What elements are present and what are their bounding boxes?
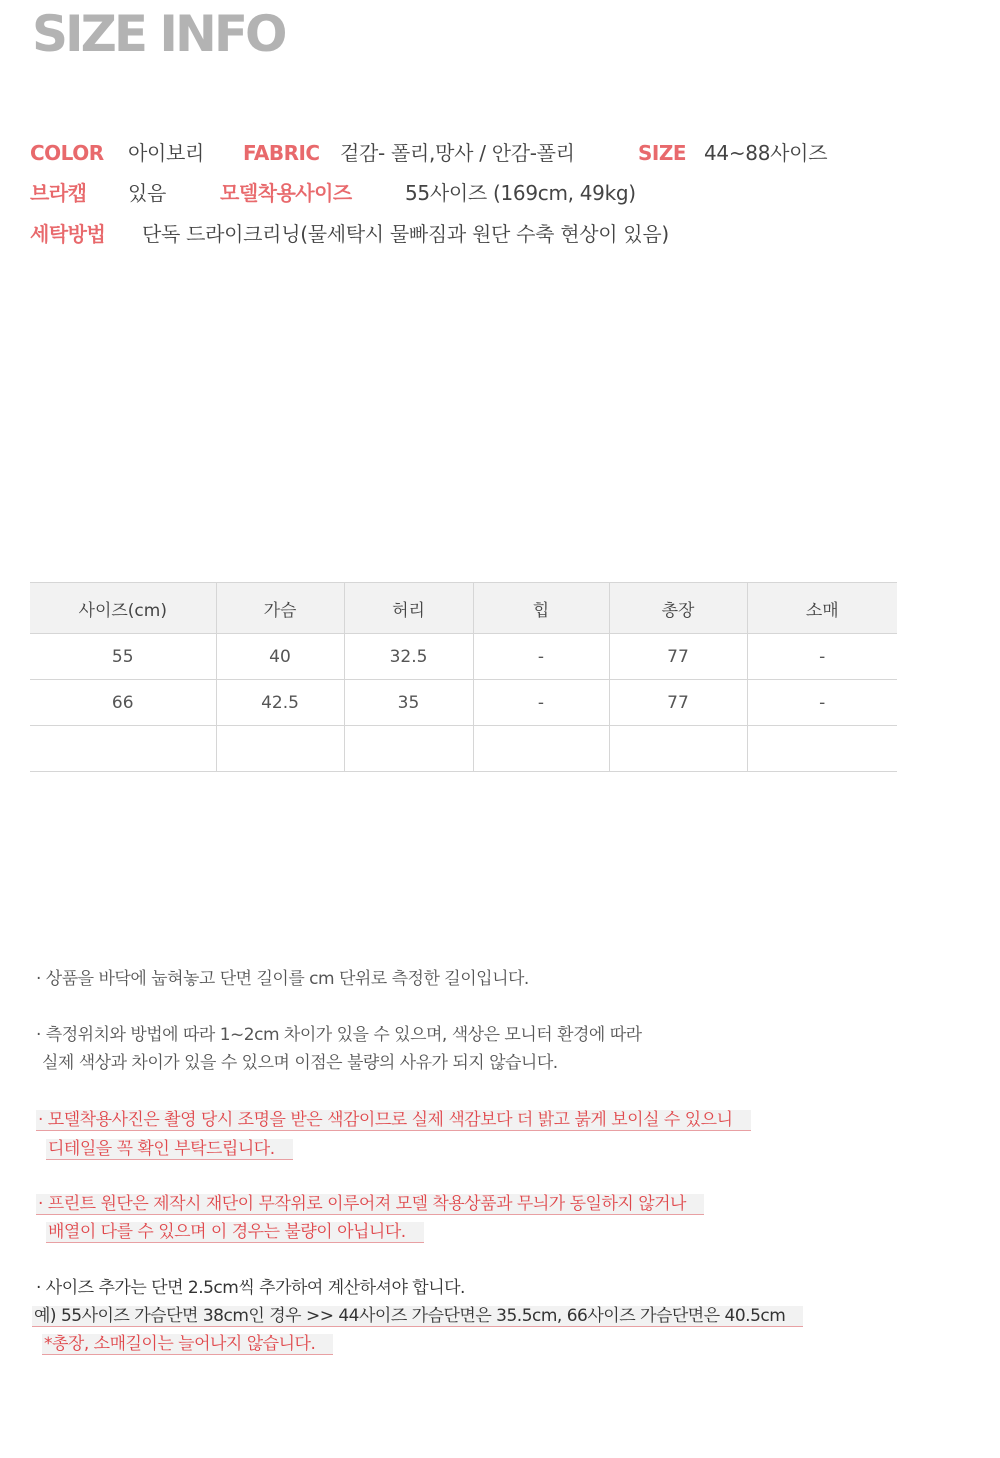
size-label: SIZE <box>638 141 687 165</box>
header-sleeve: 소매 <box>747 583 897 634</box>
table-cell <box>344 726 473 772</box>
note-size-add-1 <box>36 1274 465 1302</box>
table-cell: - <box>473 680 609 726</box>
table-cell: - <box>747 634 897 680</box>
table-cell: 35 <box>344 680 473 726</box>
note-model-photo-1-text: · 모델착용사진은 촬영 당시 조명을 받은 색감이므로 실제 색감보다 더 밝고 붉게 보이실 수 있으니 <box>36 1110 751 1131</box>
fabric-value: 겉감- 폴리,망사 / 안감-폴리 <box>340 141 575 165</box>
fabric-label: FABRIC <box>243 141 320 165</box>
table-cell: 77 <box>609 680 747 726</box>
note-model-photo-1 <box>36 1106 751 1134</box>
table-cell <box>473 726 609 772</box>
note-size-add-2-text: 예) 55사이즈 가슴단면 38cm인 경우 >> 44사이즈 가슴단면은 35.5cm, 66사이즈 가슴단면은 40.5cm <box>32 1306 803 1327</box>
table-cell <box>30 726 216 772</box>
color-label: COLOR <box>30 141 104 165</box>
note-print-fabric-2 <box>46 1218 424 1246</box>
table-cell: - <box>747 680 897 726</box>
table-cell: 77 <box>609 634 747 680</box>
note-measurement: · 상품을 바닥에 눕혀놓고 단면 길이를 cm 단위로 측정한 길이입니다. <box>36 969 529 989</box>
note-print-fabric-1 <box>36 1190 704 1218</box>
note-print-fabric-2-text: 배열이 다를 수 있으며 이 경우는 불량이 아닙니다. <box>46 1222 424 1243</box>
note-size-add-2 <box>32 1302 803 1330</box>
size-table <box>30 582 897 772</box>
note-size-add-1-text: · 사이즈 추가는 단면 2.5cm씩 추가하여 계산하셔야 합니다. <box>36 1278 465 1298</box>
model-size-value: 55사이즈 (169cm, 49kg) <box>405 181 636 205</box>
table-cell <box>747 726 897 772</box>
table-row <box>30 680 897 726</box>
page-title: SIZE INFO <box>32 5 285 63</box>
header-waist: 허리 <box>344 583 473 634</box>
table-cell <box>609 726 747 772</box>
color-value: 아이보리 <box>128 141 205 165</box>
table-cell: - <box>473 634 609 680</box>
table-cell: 42.5 <box>216 680 344 726</box>
table-row <box>30 726 897 772</box>
wash-label: 세탁방법 <box>30 222 106 246</box>
note-print-fabric-1-text: · 프린트 원단은 제작시 재단이 무작위로 이루어져 모델 착용상품과 무늬가 동일하지 않거나 <box>36 1194 704 1215</box>
spec-row-1 <box>30 138 930 168</box>
header-size: 사이즈(cm) <box>30 583 216 634</box>
table-cell <box>216 726 344 772</box>
note-tolerance-1: · 측정위치와 방법에 따라 1~2cm 차이가 있을 수 있으며, 색상은 모니터 환경에 따라 <box>36 1025 642 1045</box>
header-hip: 힙 <box>473 583 609 634</box>
bracap-label: 브라캡 <box>30 181 87 205</box>
table-cell: 40 <box>216 634 344 680</box>
header-chest: 가슴 <box>216 583 344 634</box>
spec-row-2 <box>30 178 930 208</box>
spec-row-3 <box>30 219 930 249</box>
note-model-photo-2 <box>46 1135 293 1163</box>
note-tolerance-2: 실제 색상과 차이가 있을 수 있으며 이점은 불량의 사유가 되지 않습니다. <box>42 1053 558 1073</box>
model-size-label: 모델착용사이즈 <box>220 181 352 205</box>
table-row <box>30 634 897 680</box>
table-cell: 55 <box>30 634 216 680</box>
size-value: 44~88사이즈 <box>704 141 828 165</box>
bracap-value: 있음 <box>128 181 167 205</box>
note-size-add-3 <box>42 1330 333 1358</box>
table-cell: 32.5 <box>344 634 473 680</box>
header-length: 총장 <box>609 583 747 634</box>
wash-value: 단독 드라이크리닝(물세탁시 물빠짐과 원단 수축 현상이 있음) <box>142 222 669 246</box>
table-header-row <box>30 583 897 634</box>
note-size-add-3-text: *총장, 소매길이는 늘어나지 않습니다. <box>42 1334 333 1355</box>
note-model-photo-2-text: 디테일을 꼭 확인 부탁드립니다. <box>46 1139 293 1160</box>
table-cell: 66 <box>30 680 216 726</box>
